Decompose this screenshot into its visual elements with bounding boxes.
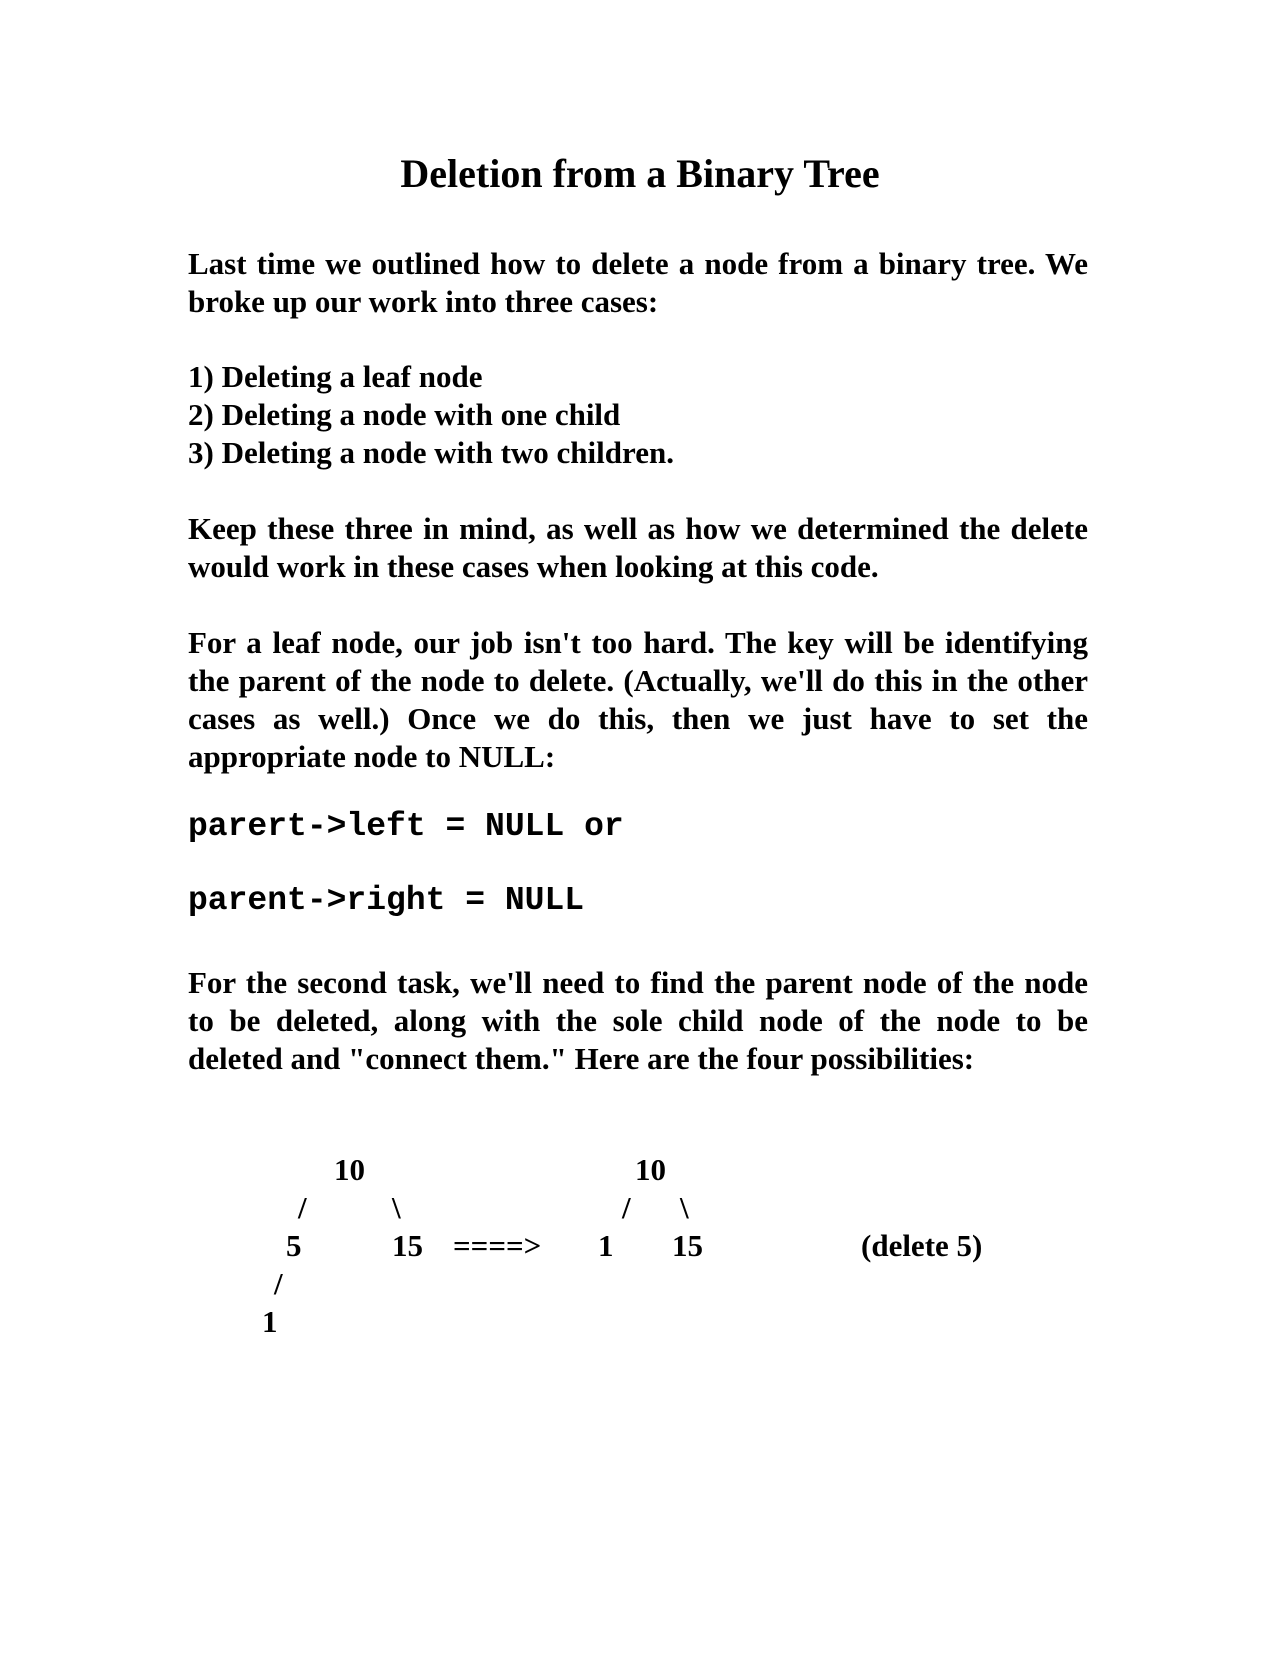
case-item-3: 3) Deleting a node with two children. (188, 435, 674, 470)
after-left-edge: / (622, 1190, 631, 1225)
before-left-left-node: 1 (262, 1304, 278, 1339)
leaf-node-paragraph: For a leaf node, our job isn't too hard. The key will be identifying the parent of the node to delete. (Actually, we'll do this in the other cases as well.) Once we do this, then we just have to set the appropriate node to NULL: (188, 625, 1088, 774)
code-line-right: parent->right = NULL (188, 882, 585, 919)
before-right-edge: \ (392, 1190, 401, 1225)
code-line-left: parert->left = NULL or (188, 808, 624, 845)
after-left-node: 1 (598, 1228, 614, 1263)
keep-in-mind-paragraph: Keep these three in mind, as well as how we determined the delete would work in these cases when looking at this code. (188, 511, 1088, 584)
after-right-node: 15 (672, 1228, 703, 1263)
before-root-node: 10 (334, 1152, 365, 1187)
before-left-node: 5 (286, 1228, 302, 1263)
page-title: Deletion from a Binary Tree (400, 151, 880, 196)
intro-paragraph: Last time we outlined how to delete a node from a binary tree. We broke up our work into three cases: (188, 246, 1088, 319)
before-right-node: 15 (392, 1228, 423, 1263)
after-root-node: 10 (635, 1152, 666, 1187)
second-task-paragraph: For the second task, we'll need to find the parent node of the node to be deleted, along with the sole child node of the node to be deleted and "connect them." Here are the four possibilities: (188, 965, 1088, 1076)
case-item-1: 1) Deleting a leaf node (188, 359, 483, 394)
delete-note: (delete 5) (861, 1228, 983, 1263)
transform-arrow: ====> (453, 1228, 542, 1263)
before-left-edge: / (298, 1190, 307, 1225)
after-right-edge: \ (680, 1190, 689, 1225)
before-left-left-edge: / (274, 1266, 283, 1301)
case-item-2: 2) Deleting a node with one child (188, 397, 621, 432)
